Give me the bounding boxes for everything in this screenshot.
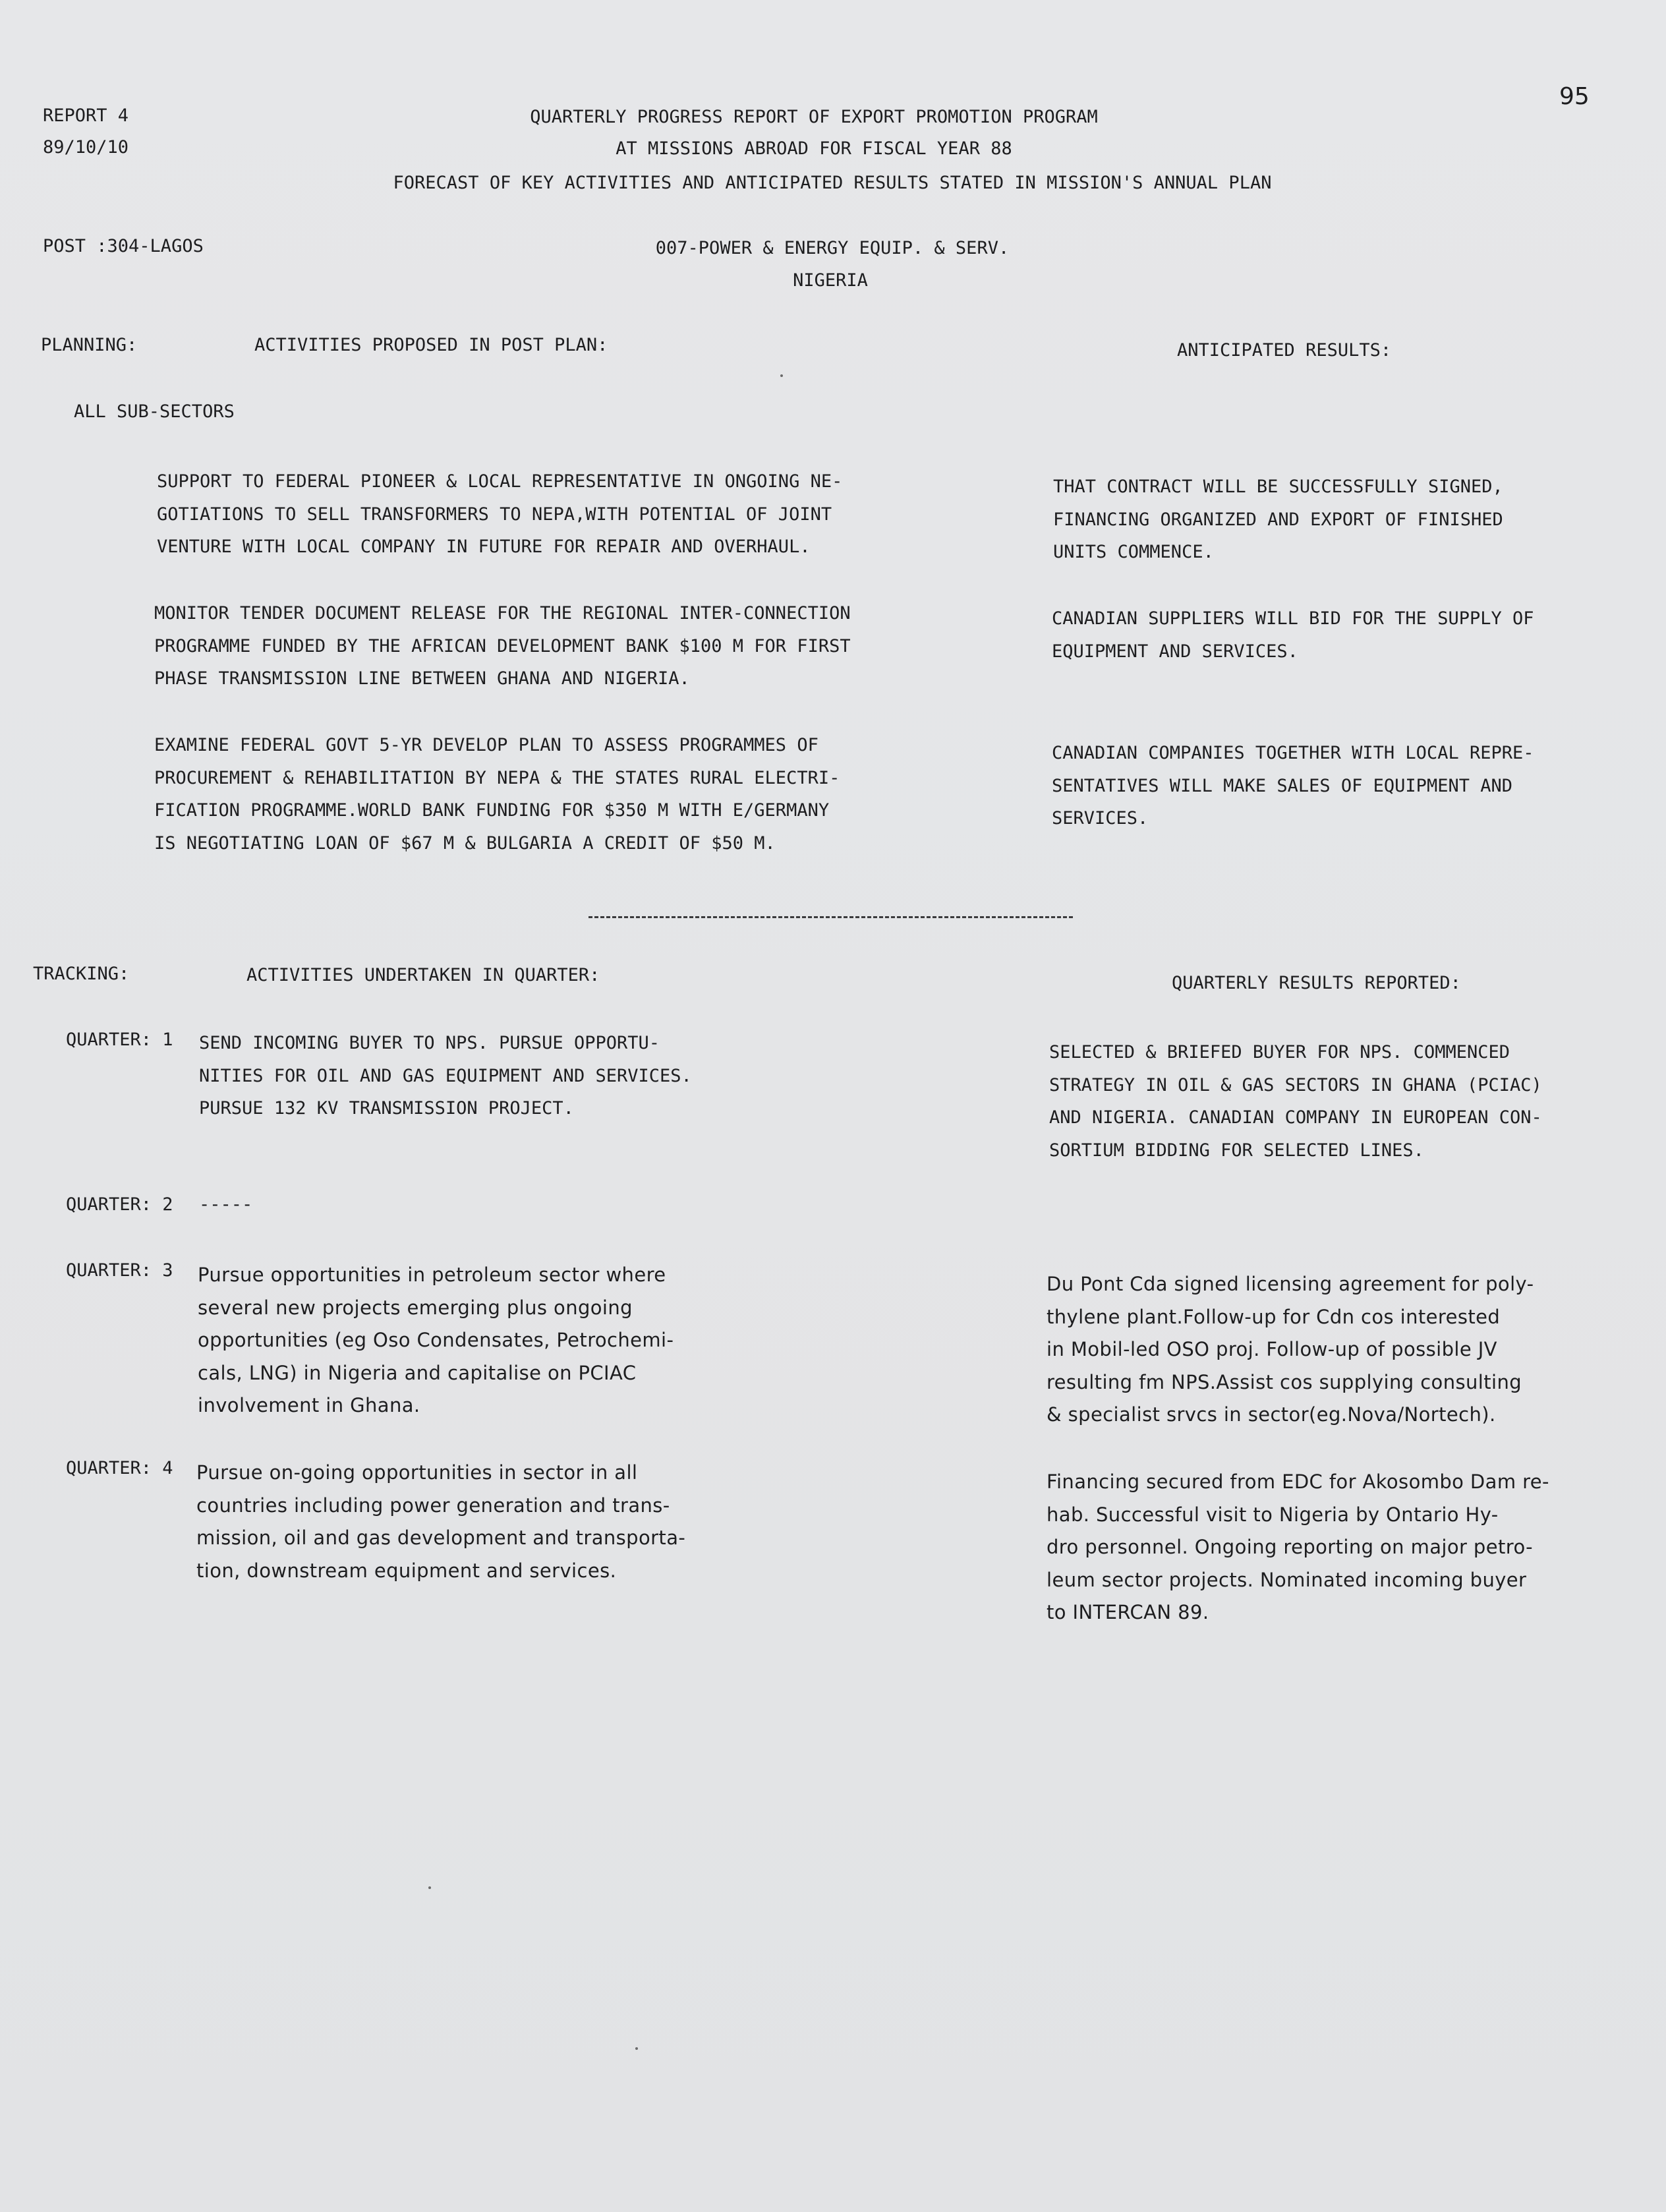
quarter-4-label: QUARTER: 4 [66,1458,173,1478]
scan-speck [635,2047,638,2050]
text-line: Du Pont Cda signed licensing agreement for poly- [1047,1273,1534,1295]
report-title-line2: AT MISSIONS ABROAD FOR FISCAL YEAR 88 [616,138,1012,159]
section-divider [589,916,1073,918]
planning-activities-header: ACTIVITIES PROPOSED IN POST PLAN: [254,335,608,355]
tracking-activities-header: ACTIVITIES UNDERTAKEN IN QUARTER: [246,965,600,985]
text-line: & specialist srvcs in sector(eg.Nova/Nortech). [1047,1403,1496,1426]
planning-activity-1 [157,465,842,564]
scan-speck [428,1886,431,1889]
country-label: NIGERIA [793,270,868,291]
planning-activity-3 [154,729,840,859]
text-line: cals, LNG) in Nigeria and capitalise on PCIAC [198,1361,637,1384]
text-line: Pursue on-going opportunities in sector in all [196,1461,638,1484]
planning-result-1 [1053,471,1503,569]
text-line: PHASE TRANSMISSION LINE BETWEEN GHANA AND NIGERIA. [154,668,690,689]
quarter-3-result [1047,1268,1534,1432]
text-line: dro personnel. Ongoing reporting on major petro- [1047,1536,1533,1558]
planning-label: PLANNING: [41,335,138,355]
planning-result-3 [1052,737,1534,835]
text-line: SENTATIVES WILL MAKE SALES OF EQUIPMENT AND [1052,775,1512,796]
text-line: thylene plant.Follow-up for Cdn cos interested [1047,1305,1501,1328]
tracking-label: TRACKING: [33,964,130,984]
planning-activity-2 [154,597,851,695]
text-line: VENTURE WITH LOCAL COMPANY IN FUTURE FOR REPAIR AND OVERHAUL. [157,537,811,557]
post-label: POST :304-LAGOS [43,236,204,256]
quarter-4-result [1047,1466,1549,1629]
text-line: SEND INCOMING BUYER TO NPS. PURSUE OPPORTU- [199,1033,660,1053]
planning-result-2 [1052,602,1534,668]
text-line: hab. Successful visit to Nigeria by Ontario Hy- [1047,1503,1499,1526]
text-line: SORTIUM BIDDING FOR SELECTED LINES. [1049,1140,1424,1161]
text-line: STRATEGY IN OIL & GAS SECTORS IN GHANA (PCIAC) [1049,1074,1542,1095]
text-line: involvement in Ghana. [198,1394,420,1416]
text-line: GOTIATIONS TO SELL TRANSFORMERS TO NEPA,WITH POTENTIAL OF JOINT [157,504,832,525]
sector-label: 007-POWER & ENERGY EQUIP. & SERV. [655,238,1010,258]
quarter-3-activity [198,1259,674,1422]
text-line: in Mobil-led OSO proj. Follow-up of possible JV [1047,1338,1497,1360]
text-line: UNITS COMMENCE. [1053,542,1214,562]
quarter-4-activity [196,1457,685,1587]
page-number: 95 [1559,83,1590,110]
text-line: Financing secured from EDC for Akosombo Dam re- [1047,1470,1549,1493]
planning-results-header: ANTICIPATED RESULTS: [1177,340,1392,361]
text-line: FINANCING ORGANIZED AND EXPORT OF FINISHED [1053,509,1503,530]
quarter-1-result [1049,1036,1542,1167]
report-id: REPORT 4 [43,105,129,126]
text-line: AND NIGERIA. CANADIAN COMPANY IN EUROPEAN CON- [1049,1107,1542,1128]
report-title-line3: FORECAST OF KEY ACTIVITIES AND ANTICIPATED RESULTS STATED IN MISSION'S ANNUAL PLAN [393,173,1272,193]
quarter-2-activity: ----- [199,1194,253,1215]
text-line: CANADIAN SUPPLIERS WILL BID FOR THE SUPPLY OF [1052,608,1534,629]
text-line: THAT CONTRACT WILL BE SUCCESSFULLY SIGNED, [1053,477,1503,497]
text-line: IS NEGOTIATING LOAN OF $67 M & BULGARIA A CREDIT OF $50 M. [154,832,776,854]
quarter-1-label: QUARTER: 1 [66,1030,173,1050]
tracking-results-header: QUARTERLY RESULTS REPORTED: [1172,973,1461,993]
report-title-line1: QUARTERLY PROGRESS REPORT OF EXPORT PROMOTION PROGRAM [530,107,1098,127]
text-line: resulting fm NPS.Assist cos supplying consulting [1047,1370,1522,1393]
text-line: opportunities (eg Oso Condensates, Petrochemi- [198,1329,674,1351]
text-line: leum sector projects. Nominated incoming buyer [1047,1568,1527,1591]
report-date: 89/10/10 [43,137,129,158]
text-line: PROCUREMENT & REHABILITATION BY NEPA & THE STATES RURAL ELECTRI- [154,767,840,788]
text-line: tion, downstream equipment and services. [196,1559,617,1582]
text-line: MONITOR TENDER DOCUMENT RELEASE FOR THE REGIONAL INTER-CONNECTION [154,603,851,624]
quarter-2-label: QUARTER: 2 [66,1194,173,1215]
text-line: Pursue opportunities in petroleum sector where [198,1264,666,1286]
text-line: PURSUE 132 KV TRANSMISSION PROJECT. [199,1098,574,1119]
text-line: FICATION PROGRAMME.WORLD BANK FUNDING FOR $350 M WITH E/GERMANY [154,800,830,821]
text-line: PROGRAMME FUNDED BY THE AFRICAN DEVELOPMENT BANK $100 M FOR FIRST [154,635,851,656]
quarter-3-label: QUARTER: 3 [66,1260,173,1281]
text-line: several new projects emerging plus ongoing [198,1296,633,1319]
subsector-label: ALL SUB-SECTORS [74,401,235,422]
text-line: to INTERCAN 89. [1047,1601,1209,1623]
text-line: countries including power generation and trans- [196,1494,670,1517]
text-line: NITIES FOR OIL AND GAS EQUIPMENT AND SERVICES. [199,1065,692,1086]
text-line: SELECTED & BRIEFED BUYER FOR NPS. COMMENCED [1049,1042,1510,1062]
quarter-1-activity [199,1027,692,1125]
text-line: mission, oil and gas development and transporta- [196,1527,686,1549]
scan-speck [780,374,783,377]
text-line: SUPPORT TO FEDERAL PIONEER & LOCAL REPRESENTATIVE IN ONGOING NE- [157,471,843,492]
text-line: EQUIPMENT AND SERVICES. [1052,641,1298,662]
text-line: SERVICES. [1052,808,1149,829]
text-line: EXAMINE FEDERAL GOVT 5-YR DEVELOP PLAN TO ASSESS PROGRAMMES OF [154,735,819,755]
text-line: CANADIAN COMPANIES TOGETHER WITH LOCAL REPRE- [1052,743,1534,763]
